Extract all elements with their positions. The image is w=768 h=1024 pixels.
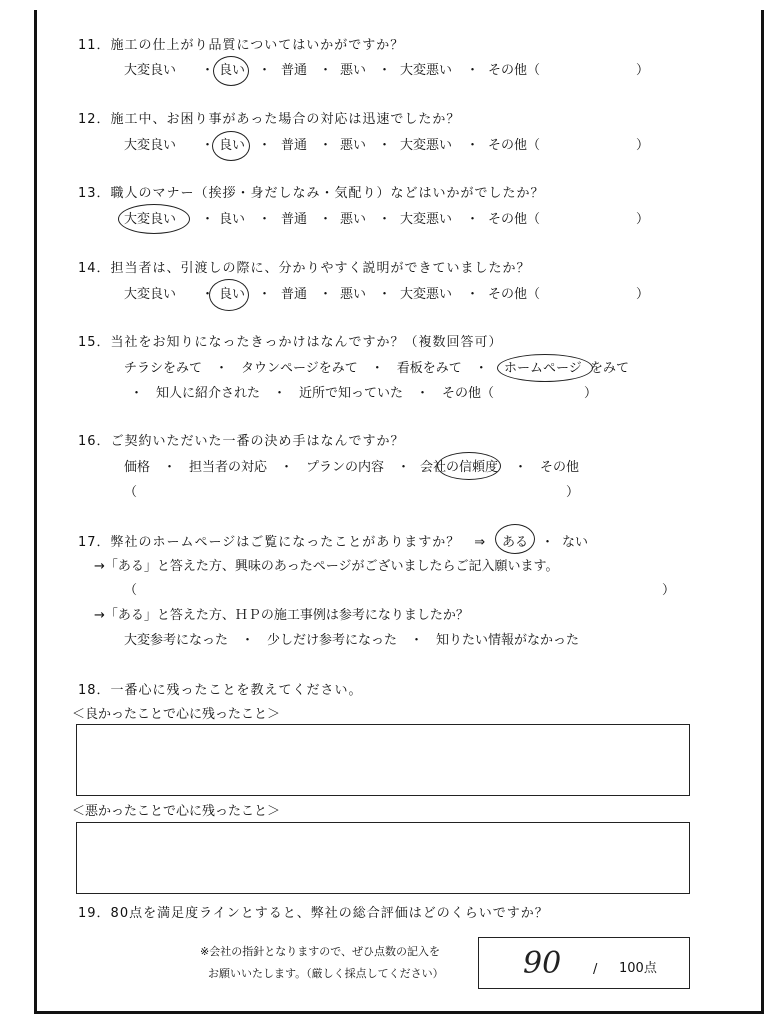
q15-line2: ・ 知人に紹介された ・ 近所で知っていた ・ その他（ xyxy=(130,386,495,401)
q15-homepage-tail: をみて xyxy=(590,361,630,376)
q14-close: ） xyxy=(636,287,650,302)
q11-opt-very-good[interactable]: 大変良い xyxy=(124,63,177,78)
q13-opt-very-good[interactable]: 大変良い xyxy=(124,212,177,227)
q13-close: ） xyxy=(636,212,650,227)
q15-question: 15．当社をお知りになったきっかけはなんですか？（複数回答可） xyxy=(78,335,503,350)
q16-close: ） xyxy=(566,485,580,500)
q14-opt-very-bad[interactable]: 大変悪い xyxy=(400,287,453,302)
q19-note2: お願いいたします。（厳しく採点してください） xyxy=(208,967,444,980)
q12-opt-other[interactable]: その他（ xyxy=(488,138,541,153)
q12-opt-bad[interactable]: 悪い xyxy=(340,138,367,153)
q17-sub2: →「ある」と答えた方、ＨＰの施工事例は参考になりましたか？ xyxy=(94,608,469,623)
q16-opt-trust[interactable]: 会社の信頼度 xyxy=(420,460,499,475)
q11-opt-good[interactable]: 良い xyxy=(219,63,246,78)
q14-opt-very-good[interactable]: 大変良い xyxy=(124,287,177,302)
q17-sub1: →「ある」と答えた方、興味のあったページがございましたらご記入願います。 xyxy=(94,559,559,574)
q18-good-label: ＜良かったことで心に残ったこと＞ xyxy=(72,707,281,722)
q17-opt-no[interactable]: ない xyxy=(562,535,589,550)
q15-answer-circle xyxy=(497,354,593,382)
q11-opt-very-bad[interactable]: 大変悪い xyxy=(400,63,453,78)
q17-open: （ xyxy=(124,583,138,598)
q12-answer-circle xyxy=(212,131,250,161)
q19-max-score: 100点 xyxy=(619,961,657,976)
q13-opt-bad[interactable]: 悪い xyxy=(340,212,367,227)
q15-opt-homepage[interactable]: ホームページ xyxy=(504,361,582,376)
q12-opt-very-good[interactable]: 大変良い xyxy=(124,138,177,153)
q14-answer-circle xyxy=(209,279,249,311)
q11-opt-other[interactable]: その他（ xyxy=(488,63,541,78)
q16-question: 16．ご契約いただいた一番の決め手はなんですか？ xyxy=(78,434,405,449)
q16-open: （ xyxy=(124,485,138,500)
q13-answer-circle xyxy=(118,204,190,234)
q14-opt-bad[interactable]: 悪い xyxy=(340,287,367,302)
q11-opt-bad[interactable]: 悪い xyxy=(340,63,367,78)
q13-question: 13．職人のマナー（挨拶・身だしなみ・気配り）などはいかがでしたか？ xyxy=(78,186,545,201)
q16-line1: 価格 ・ 担当者の対応 ・ プランの内容 ・ xyxy=(124,460,411,475)
q11-opt-normal[interactable]: 普通 xyxy=(281,63,308,78)
q19-note1: ※会社の指針となりますので、ぜひ点数の記入を xyxy=(200,945,440,958)
q12-opt-good[interactable]: 良い xyxy=(219,138,246,153)
q19-score-handwritten: 90 xyxy=(523,946,562,981)
q17-close: ） xyxy=(662,583,676,598)
q19-question: 19．80点を満足度ラインとすると、弊社の総合評価はどのくらいですか？ xyxy=(78,906,549,921)
q12-opt-normal[interactable]: 普通 xyxy=(281,138,308,153)
q17-answer-circle xyxy=(495,524,535,554)
q13-opt-normal[interactable]: 普通 xyxy=(281,212,308,227)
q18-question: 18．一番心に残ったことを教えてください。 xyxy=(78,683,363,698)
q13-opt-very-bad[interactable]: 大変悪い xyxy=(400,212,453,227)
q18-bad-label: ＜悪かったことで心に残ったこと＞ xyxy=(72,804,281,819)
q19-slash: / xyxy=(593,962,598,977)
q17-opt-yes[interactable]: ある xyxy=(502,535,529,550)
q18-bad-textbox[interactable] xyxy=(76,822,690,894)
q13-opt-good[interactable]: 良い xyxy=(219,212,246,227)
q16-line1-tail: ・ その他 xyxy=(514,460,580,475)
q12-opt-very-bad[interactable]: 大変悪い xyxy=(400,138,453,153)
q16-answer-circle xyxy=(437,452,501,480)
q14-opt-normal[interactable]: 普通 xyxy=(281,287,308,302)
q15-line1: チラシをみて ・ タウンページをみて ・ 看板をみて ・ xyxy=(124,361,488,376)
q12-question: 12．施工中、お困り事があった場合の対応は迅速でしたか？ xyxy=(78,112,461,127)
q14-opt-other[interactable]: その他（ xyxy=(488,287,541,302)
q11-close: ） xyxy=(636,63,650,78)
q17-question: 17．弊社のホームページはご覧になったことがありますか？ ⇒ xyxy=(78,535,487,550)
q11-answer-circle xyxy=(213,56,249,86)
q19-score-box[interactable] xyxy=(478,937,690,989)
q12-close: ） xyxy=(636,138,650,153)
q11-question: 11．施工の仕上がり品質についてはいかがですか？ xyxy=(78,38,405,53)
q15-close: ） xyxy=(584,386,598,401)
q14-question: 14．担当者は、引渡しの際に、分かりやすく説明ができていましたか？ xyxy=(78,261,531,276)
q14-opt-good[interactable]: 良い xyxy=(219,287,246,302)
q13-opt-other[interactable]: その他（ xyxy=(488,212,541,227)
q17-sub2-options: 大変参考になった ・ 少しだけ参考になった ・ 知りたい情報がなかった xyxy=(124,633,580,648)
q18-good-textbox[interactable] xyxy=(76,724,690,796)
